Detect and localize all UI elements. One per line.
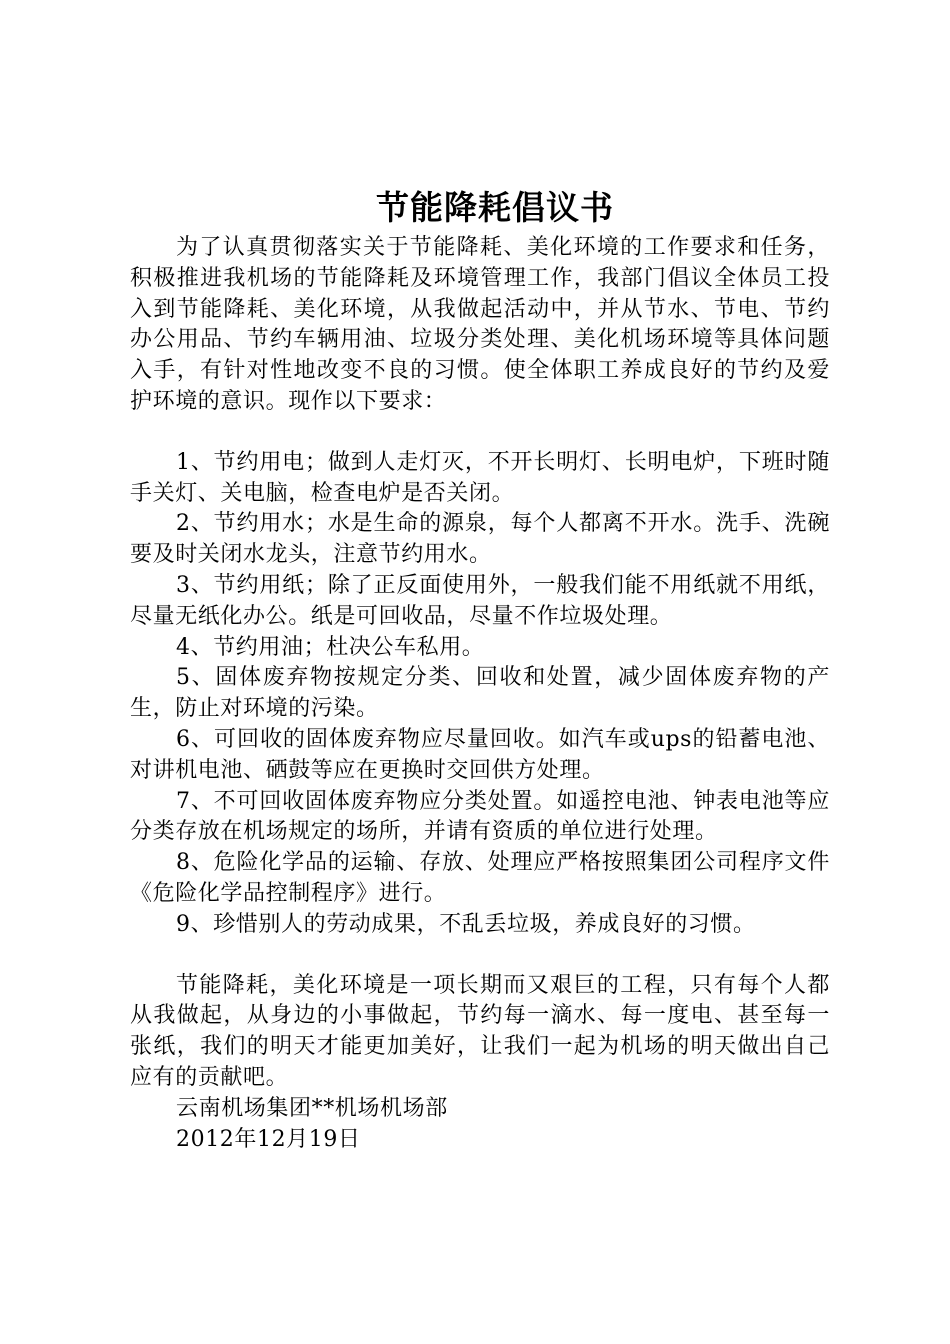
- paragraph-spacer: [130, 418, 830, 448]
- requirement-item-3: 3、节约用纸；除了正反面使用外，一般我们能不用纸就不用纸，尽量无纸化办公。纸是可回收品，尽量不作垃圾处理。: [130, 572, 830, 629]
- requirement-item-7: 7、不可回收固体废弃物应分类处置。如遥控电池、钟表电池等应分类存放在机场规定的场所，并请有资质的单位进行处理。: [130, 788, 830, 845]
- requirement-item-5: 5、固体废弃物按规定分类、回收和处置，减少固体废弃物的产生，防止对环境的污染。: [130, 665, 830, 722]
- requirement-item-4: 4、节约用油；杜决公车私用。: [176, 634, 485, 660]
- requirement-item-1: 1、节约用电；做到人走灯灭，不开长明灯、长明电炉，下班时随手关灯、关电脑，检查电炉是否关闭。: [130, 449, 830, 506]
- document-title: 节能降耗倡议书: [376, 188, 614, 227]
- document-date: 2012年12月19日: [176, 1126, 361, 1152]
- closing-paragraph: 节能降耗，美化环境是一项长期而又艰巨的工程，只有每个人都从我做起，从身边的小事做起，节约每一滴水、每一度电、甚至每一张纸，我们的明天才能更加美好，让我们一起为机场的明天做出自己应有的贡献吧。: [130, 972, 830, 1090]
- requirement-item-8: 8、危险化学品的运输、存放、处理应严格按照集团公司程序文件《危险化学品控制程序》进行。: [130, 850, 830, 906]
- intro-paragraph: 为了认真贯彻落实关于节能降耗、美化环境的工作要求和任务，积极推进我机场的节能降耗及环境管理工作，我部门倡议全体员工投入到节能降耗、美化环境，从我做起活动中，并从节水、节电、节约办公用品、节约车辆用油、垃圾分类处理、美化机场环境等具体问题入手，有针对性地改变不良的习惯。使全体职工养成良好的节约及爱护环境的意识。现作以下要求：: [130, 235, 830, 414]
- paragraph-spacer: [130, 941, 830, 971]
- signature: 云南机场集团**机场机场部: [176, 1095, 448, 1121]
- requirement-item-2: 2、节约用水；水是生命的源泉，每个人都离不开水。洗手、洗碗要及时关闭水龙头，注意节约用水。: [130, 511, 830, 568]
- document-page: [130, 183, 830, 1155]
- requirement-item-6: 6、可回收的固体废弃物应尽量回收。如汽车或ups的铅蓄电池、对讲机电池、硒鼓等应在更换时交回供方处理。: [130, 726, 830, 783]
- requirement-item-9: 9、珍惜别人的劳动成果，不乱丢垃圾，养成良好的习惯。: [176, 911, 756, 937]
